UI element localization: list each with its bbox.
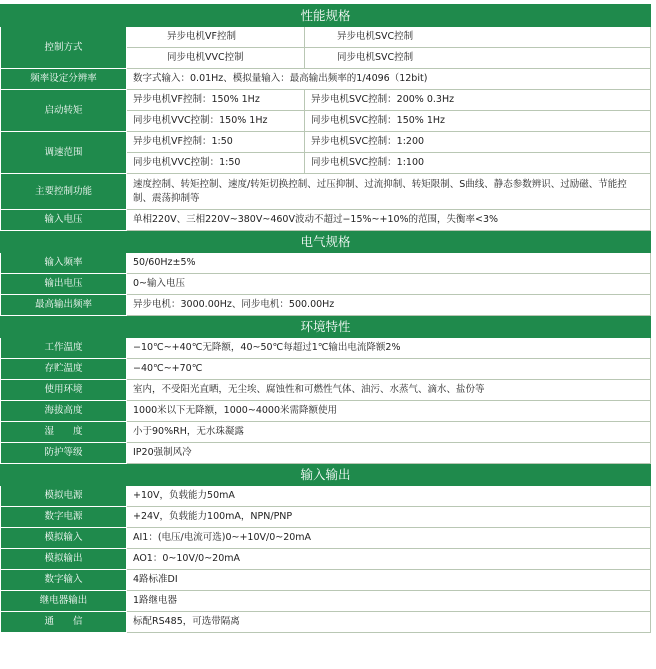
- cell-value: AO1：0~10V/0~20mA: [127, 549, 651, 570]
- row-label: 模拟输出: [1, 549, 127, 570]
- section-title: 环境特性: [1, 316, 651, 338]
- row-communication: [1, 612, 651, 633]
- row-label: 最高输出频率: [1, 295, 127, 316]
- cell-value: 异步电机SVC控制：1:200: [305, 132, 651, 153]
- row-label: 继电器输出: [1, 591, 127, 612]
- row-label: 海拔高度: [1, 401, 127, 422]
- cell-value: +24V，负载能力100mA，NPN/PNP: [127, 507, 651, 528]
- cell-value: 单相220V、三相220V~380V~460V波动不超过−15%~+10%的范围，失衡率<3%: [127, 210, 651, 231]
- cell-value: 同步电机VVC控制: [127, 48, 305, 69]
- row-storage-temp: [1, 359, 651, 380]
- cell-value: 同步电机VVC控制：1:50: [127, 153, 305, 174]
- cell-value: 小于90%RH，无水珠凝露: [127, 422, 651, 443]
- cell-value: 同步电机SVC控制：1:100: [305, 153, 651, 174]
- cell-value: 异步电机VF控制：1:50: [127, 132, 305, 153]
- cell-value: 同步电机SVC控制: [305, 48, 651, 69]
- row-label: 防护等级: [1, 443, 127, 464]
- row-label: 启动转矩: [1, 90, 127, 132]
- row-input-voltage: [1, 210, 651, 231]
- row-control-mode: [1, 27, 651, 48]
- row-max-output-freq: [1, 295, 651, 316]
- cell-value: 异步电机VF控制：150% 1Hz: [127, 90, 305, 111]
- row-input-freq: [1, 253, 651, 274]
- row-usage-env: [1, 380, 651, 401]
- cell-value: 4路标准DI: [127, 570, 651, 591]
- row-analog-input: [1, 528, 651, 549]
- row-label: 存贮温度: [1, 359, 127, 380]
- cell-value: 50/60Hz±5%: [127, 253, 651, 274]
- row-speed-range: [1, 132, 651, 153]
- row-label: 工作温度: [1, 338, 127, 359]
- spec-table: [0, 4, 651, 633]
- cell-value: 异步电机SVC控制: [305, 27, 651, 48]
- row-digital-power: [1, 507, 651, 528]
- cell-value: 异步电机VF控制: [127, 27, 305, 48]
- row-label: 控制方式: [1, 27, 127, 69]
- section-title: 电气规格: [1, 231, 651, 253]
- row-altitude: [1, 401, 651, 422]
- cell-value: 异步电机：3000.00Hz、同步电机：500.00Hz: [127, 295, 651, 316]
- row-label: 调速范围: [1, 132, 127, 174]
- cell-value: 0~输入电压: [127, 274, 651, 295]
- cell-value: 速度控制、转矩控制、速度/转矩切换控制、过压抑制、过流抑制、转矩限制、S曲线、静态参数辨识、过励磁、节能控制、震荡抑制等: [127, 174, 651, 210]
- row-main-functions: [1, 174, 651, 210]
- row-analog-output: [1, 549, 651, 570]
- section-header-electrical: [1, 231, 651, 253]
- row-protection: [1, 443, 651, 464]
- row-freq-resolution: [1, 69, 651, 90]
- row-label: 输出电压: [1, 274, 127, 295]
- row-label: 频率设定分辨率: [1, 69, 127, 90]
- row-label: 模拟电源: [1, 486, 127, 507]
- cell-value: 数字式输入：0.01Hz、模拟量输入：最高输出频率的1/4096（12bit): [127, 69, 651, 90]
- cell-value: 标配RS485，可选带隔离: [127, 612, 651, 633]
- cell-value: 异步电机SVC控制：200% 0.3Hz: [305, 90, 651, 111]
- cell-value: 1000米以下无降额，1000~4000米需降额使用: [127, 401, 651, 422]
- section-title: 性能规格: [1, 5, 651, 27]
- row-label: 输入电压: [1, 210, 127, 231]
- row-label: 模拟输入: [1, 528, 127, 549]
- cell-value: +10V，负载能力50mA: [127, 486, 651, 507]
- section-title: 输入输出: [1, 464, 651, 486]
- row-label: 主要控制功能: [1, 174, 127, 210]
- cell-value: 同步电机SVC控制：150% 1Hz: [305, 111, 651, 132]
- row-output-voltage: [1, 274, 651, 295]
- row-relay-output: [1, 591, 651, 612]
- cell-value: 室内，不受阳光直晒，无尘埃、腐蚀性和可燃性气体、油污、水蒸气、滴水、盐份等: [127, 380, 651, 401]
- cell-value: IP20强制风冷: [127, 443, 651, 464]
- row-analog-power: [1, 486, 651, 507]
- row-digital-input: [1, 570, 651, 591]
- section-header-performance: [1, 5, 651, 27]
- cell-value: −40℃~+70℃: [127, 359, 651, 380]
- section-header-io: [1, 464, 651, 486]
- row-label: 湿 度: [1, 422, 127, 443]
- cell-value: 同步电机VVC控制：150% 1Hz: [127, 111, 305, 132]
- row-label: 输入频率: [1, 253, 127, 274]
- row-label: 数字输入: [1, 570, 127, 591]
- row-working-temp: [1, 338, 651, 359]
- cell-value: 1路继电器: [127, 591, 651, 612]
- cell-value: AI1：(电压/电流可选)0~+10V/0~20mA: [127, 528, 651, 549]
- row-humidity: [1, 422, 651, 443]
- section-header-environment: [1, 316, 651, 338]
- row-label: 通 信: [1, 612, 127, 633]
- row-label: 数字电源: [1, 507, 127, 528]
- cell-value: −10℃~+40℃无降额，40~50℃每超过1℃输出电流降额2%: [127, 338, 651, 359]
- row-label: 使用环境: [1, 380, 127, 401]
- row-starting-torque: [1, 90, 651, 111]
